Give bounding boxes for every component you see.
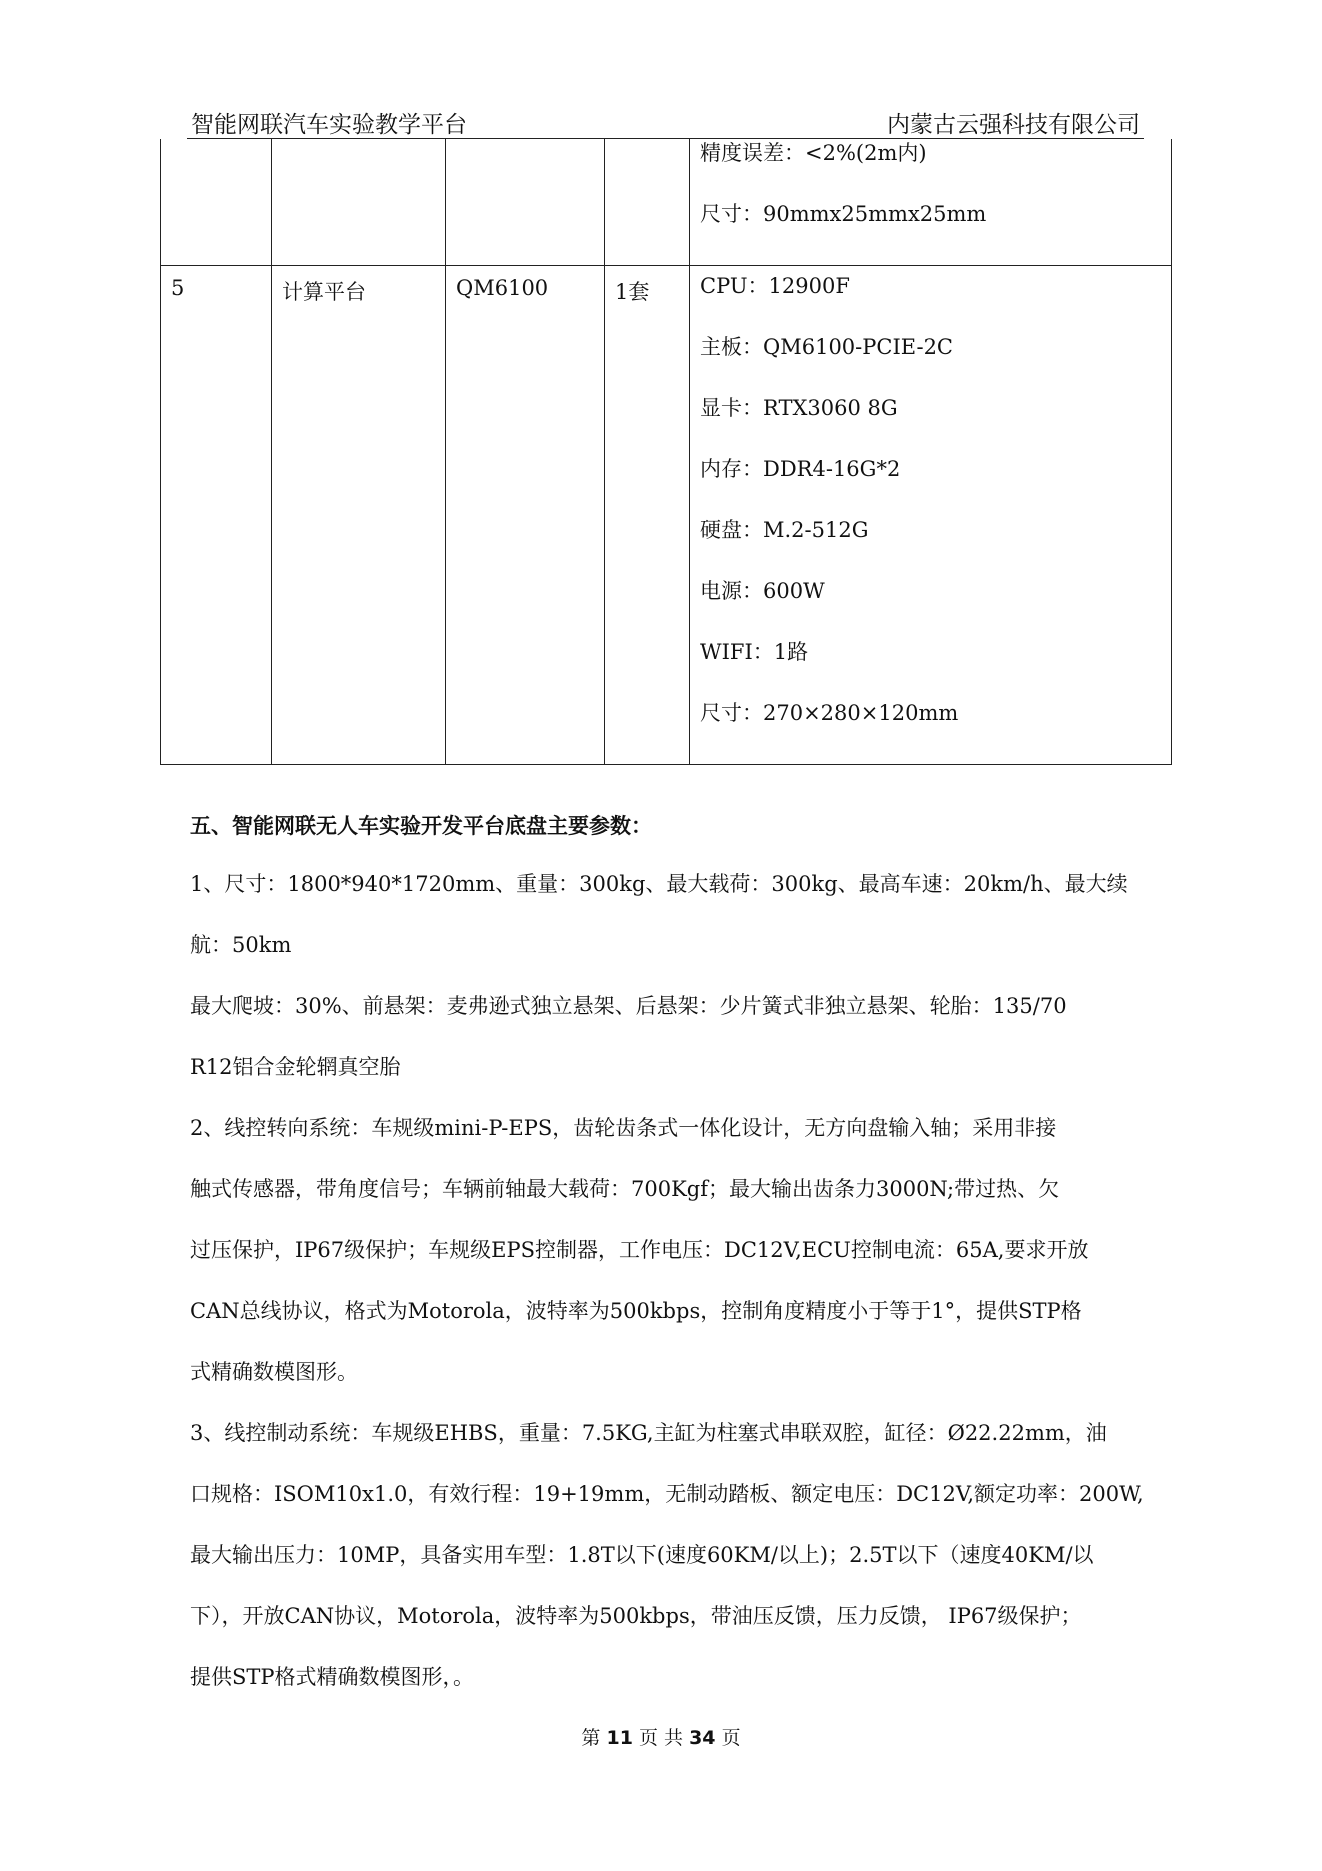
header-company: 内蒙古云强科技有限公司 bbox=[887, 112, 1140, 138]
spec-table bbox=[160, 139, 1172, 765]
param-line: 硬盘：M.2-512G bbox=[700, 518, 869, 542]
cell-qty bbox=[605, 139, 690, 266]
paragraph-line: 提供STP格式精确数模图形，。 bbox=[190, 1665, 475, 1689]
paragraph-line: CAN总线协议，格式为Motorola，波特率为500kbps，控制角度精度小于等于1°，提供STP格 bbox=[190, 1299, 1082, 1323]
cell-no: 5 bbox=[161, 266, 272, 765]
cell-no bbox=[161, 139, 272, 266]
param-line: 显卡：RTX3060 8G bbox=[700, 396, 898, 420]
table-row bbox=[161, 139, 1172, 266]
cell-name bbox=[272, 139, 446, 266]
cell-qty: 1套 bbox=[605, 266, 690, 765]
param-line: 精度误差：<2%(2m内) bbox=[700, 141, 927, 165]
param-line: 尺寸：270×280×120mm bbox=[700, 701, 959, 725]
cell-params bbox=[690, 266, 1172, 765]
param-line: 电源：600W bbox=[700, 579, 825, 603]
param-line: 尺寸：90mmx25mmx25mm bbox=[700, 202, 987, 226]
paragraph-line: 最大输出压力：10MP，具备实用车型：1.8T以下(速度60KM/以上)；2.5T以下（速度40KM/以 bbox=[190, 1543, 1094, 1567]
paragraph-line: 触式传感器，带角度信号；车辆前轴最大载荷：700Kgf；最大输出齿条力3000N;带过热、欠 bbox=[190, 1177, 1060, 1201]
page-number: 11 bbox=[606, 1727, 633, 1749]
paragraph-line: 下），开放CAN协议，Motorola，波特率为500kbps，带油压反馈，压力反馈， IP67级保护； bbox=[190, 1604, 1082, 1628]
cell-model: QM6100 bbox=[446, 266, 605, 765]
cell-params bbox=[690, 139, 1172, 266]
paragraph-line: 2、线控转向系统：车规级mini-P-EPS，齿轮齿条式一体化设计，无方向盘输入轴；采用非接 bbox=[190, 1116, 1057, 1140]
param-line: 内存：DDR4-16G*2 bbox=[700, 457, 901, 481]
paragraph-line: R12铝合金轮辋真空胎 bbox=[190, 1055, 401, 1079]
param-line: 主板：QM6100-PCIE-2C bbox=[700, 335, 953, 359]
table-row bbox=[161, 266, 1172, 765]
paragraph-line: 1、尺寸：1800*940*1720mm、重量：300kg、最大载荷：300kg、最高车速：20km/h、最大续 bbox=[190, 872, 1128, 896]
paragraph-line: 口规格：ISOM10x1.0，有效行程：19+19mm，无制动踏板、额定电压：DC12V,额定功率：200W, bbox=[190, 1482, 1144, 1506]
paragraph-line: 最大爬坡：30%、前悬架：麦弗逊式独立悬架、后悬架：少片簧式非独立悬架、轮胎：135/70 bbox=[190, 994, 1067, 1018]
header-title: 智能网联汽车实验教学平台 bbox=[191, 112, 467, 138]
paragraph-line: 3、线控制动系统：车规级EHBS，重量：7.5KG,主缸为柱塞式串联双腔，缸径：Ø22.22mm，油 bbox=[190, 1421, 1107, 1445]
paragraph-line: 过压保护，IP67级保护；车规级EPS控制器，工作电压：DC12V,ECU控制电流：65A,要求开放 bbox=[190, 1238, 1089, 1262]
cell-name: 计算平台 bbox=[272, 266, 446, 765]
param-line: WIFI：1路 bbox=[700, 640, 809, 664]
cell-model bbox=[446, 139, 605, 266]
param-line: CPU：12900F bbox=[700, 274, 850, 298]
section-body bbox=[190, 810, 1144, 1722]
paragraph-line: 航：50km bbox=[190, 933, 292, 957]
page-total: 34 bbox=[689, 1727, 716, 1749]
paragraph-line: 式精确数模图形。 bbox=[190, 1360, 358, 1384]
page-header bbox=[187, 104, 1144, 139]
section-title: 五、智能网联无人车实验开发平台底盘主要参数： bbox=[190, 814, 652, 838]
page-footer: 第 11 页 共 34 页 bbox=[581, 1727, 741, 1749]
